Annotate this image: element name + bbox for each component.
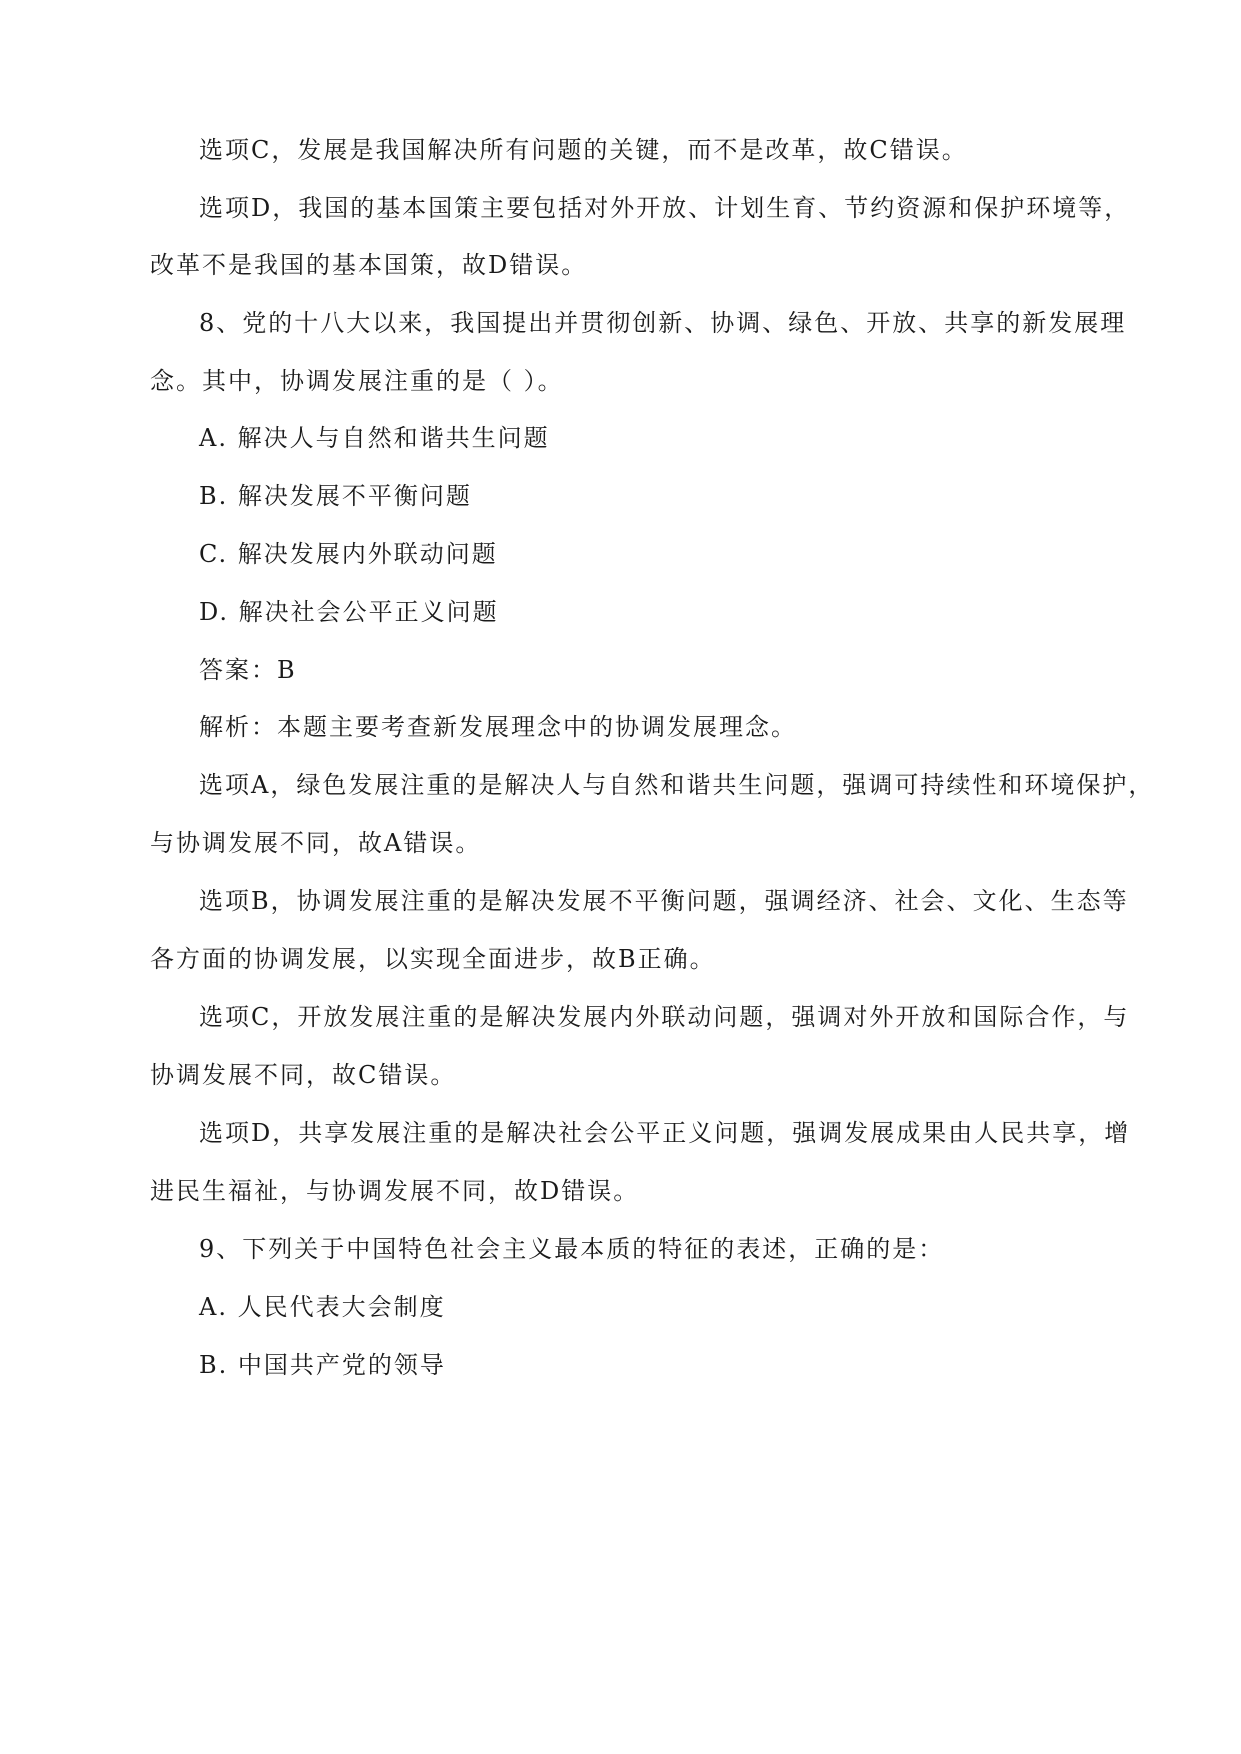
- question-8-option-c: C. 解决发展内外联动问题: [199, 540, 498, 568]
- question-8-stem: 8、党的十八大以来，我国提出并贯彻创新、协调、绿色、开放、共享的新发展理: [199, 309, 1127, 337]
- question-8-option-d-explanation: 选项D，共享发展注重的是解决社会公平正义问题，强调发展成果由人民共享，增: [199, 1119, 1131, 1147]
- question-8-analysis: 解析：本题主要考查新发展理念中的协调发展理念。: [199, 713, 797, 741]
- question-9-option-b: B. 中国共产党的领导: [199, 1351, 446, 1379]
- question-8-option-b-explanation-cont: 各方面的协调发展，以实现全面进步，故B正确。: [150, 945, 716, 973]
- question-9-stem: 9、下列关于中国特色社会主义最本质的特征的表述，正确的是：: [199, 1235, 945, 1263]
- question-8-option-a: A. 解决人与自然和谐共生问题: [199, 424, 550, 452]
- prev-option-c-explanation: 选项C，发展是我国解决所有问题的关键，而不是改革，故C错误。: [199, 136, 968, 164]
- question-8-option-d-explanation-cont: 进民生福祉，与协调发展不同，故D错误。: [150, 1177, 640, 1205]
- question-8-option-c-explanation: 选项C，开放发展注重的是解决发展内外联动问题，强调对外开放和国际合作，与: [199, 1003, 1130, 1031]
- question-8-option-a-explanation-cont: 与协调发展不同，故A错误。: [150, 829, 482, 857]
- question-9-option-a: A. 人民代表大会制度: [199, 1293, 446, 1321]
- prev-option-d-explanation: 选项D，我国的基本国策主要包括对外开放、计划生育、节约资源和保护环境等，: [199, 194, 1131, 222]
- question-8-option-c-explanation-cont: 协调发展不同，故C错误。: [150, 1061, 457, 1089]
- question-8-option-d: D. 解决社会公平正义问题: [199, 598, 499, 626]
- question-8-stem-cont: 念。其中，协调发展注重的是（ ）。: [150, 367, 564, 395]
- question-8-option-b-explanation: 选项B，协调发展注重的是解决发展不平衡问题，强调经济、社会、文化、生态等: [199, 887, 1129, 915]
- prev-option-d-explanation-cont: 改革不是我国的基本国策，故D错误。: [150, 251, 588, 279]
- question-8-option-a-explanation: 选项A，绿色发展注重的是解决人与自然和谐共生问题，强调可持续性和环境保护，: [199, 771, 1155, 799]
- question-8-option-b: B. 解决发展不平衡问题: [199, 482, 472, 510]
- question-8-answer: 答案：B: [199, 656, 297, 684]
